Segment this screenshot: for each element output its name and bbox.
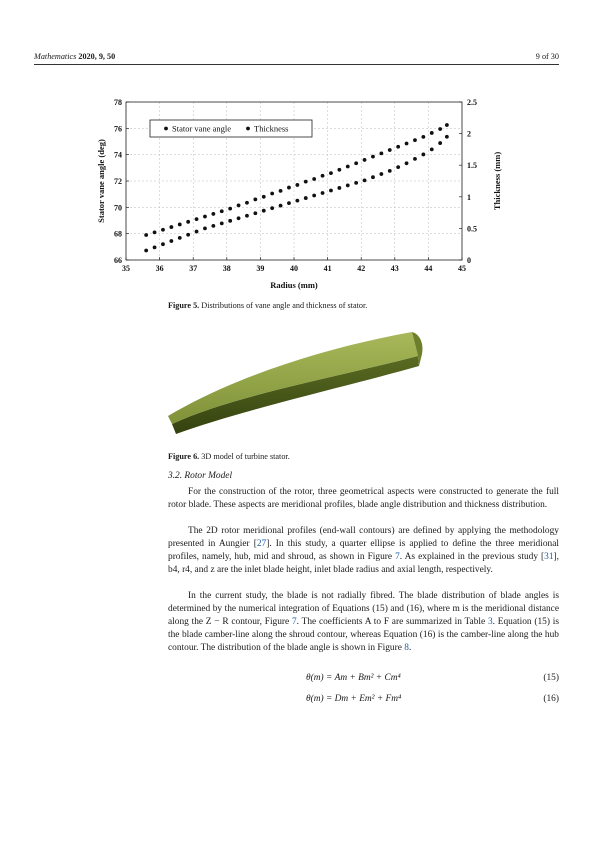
equation-16: θ(m) = Dm + Em² + Fm⁴ [306, 694, 402, 704]
figure-5-caption [168, 301, 367, 310]
legend-marker-thickness [246, 127, 250, 131]
thickness-point [388, 169, 392, 173]
stator-3d-model-image [162, 326, 432, 441]
vane-angle-point [144, 233, 148, 237]
vane-angle-point [228, 207, 232, 211]
y-tick-label: 74 [114, 150, 122, 160]
vane-angle-point [253, 198, 257, 202]
vane-angle-point [237, 203, 241, 207]
x-axis-ticks [122, 257, 466, 273]
thickness-point [161, 242, 165, 246]
paragraph-2-text-a: The 2D rotor meridional profiles (end-wall contours) are defined by applying the methodology presented in Aungier [ [168, 526, 559, 549]
vane-angle-point [178, 223, 182, 227]
vane-angle-point [337, 168, 341, 172]
thickness-point [329, 189, 333, 193]
paragraph-2 [168, 525, 559, 577]
vane-angle-point [329, 171, 333, 175]
legend-label-thickness: Thickness [254, 123, 289, 134]
y-tick-label: 66 [114, 256, 122, 265]
y2-tick-label: 0.5 [467, 224, 477, 234]
thickness-point [178, 236, 182, 240]
x-tick-label: 36 [155, 264, 164, 273]
vane-angle-point [279, 189, 283, 193]
vane-angle-point [405, 142, 409, 146]
thickness-point [421, 153, 425, 157]
y-tick-label: 70 [114, 203, 122, 213]
vane-angle-point [363, 158, 367, 162]
paragraph-3-text-b: . The coefficients A to F are summarized in Table [296, 617, 488, 627]
figure-6-text: 3D model of turbine stator. [201, 452, 290, 461]
vane-angle-point [421, 135, 425, 139]
thickness-point [304, 196, 308, 200]
x-tick-label: 35 [122, 264, 130, 273]
vane-angle-point [195, 217, 199, 221]
legend-label-vane-angle: Stator vane angle [172, 123, 232, 134]
thickness-point [220, 221, 224, 225]
thickness-point [438, 141, 442, 145]
y2-tick-label: 0 [467, 256, 471, 265]
y2-tick-label: 1 [467, 192, 471, 202]
chart-legend [150, 120, 312, 137]
paragraph-2-text-d: ], b4, r4, and z are the inlet blade height, inlet blade radius and axial length, respectively. [168, 552, 560, 575]
equation-16-number: (16) [543, 694, 559, 704]
vane-angle-point [445, 123, 449, 127]
thickness-point [295, 199, 299, 203]
citation-link-27[interactable]: 27 [256, 539, 267, 549]
vane-angle-point [312, 177, 316, 181]
y-tick-label: 68 [114, 229, 122, 239]
legend-marker-vane-angle [164, 127, 168, 131]
figure-5-text: Distributions of vane angle and thickness of stator. [201, 301, 368, 310]
paragraph-3-text-c: . Equation (15) is the blade camber-line along the shroud contour, whereas Equation (16) is the camber-line along the hub contour. The distribution of the blade angle is shown in Figure [168, 617, 559, 653]
thickness-point [430, 148, 434, 152]
x-tick-label: 40 [290, 264, 298, 273]
vane-angle-point [245, 201, 249, 205]
vane-angle-point [438, 127, 442, 131]
vane-angle-point [262, 195, 266, 199]
vane-angle-point [270, 192, 274, 196]
thickness-point [153, 245, 157, 249]
chart-points [144, 123, 449, 252]
running-header-journal [34, 52, 115, 61]
paragraph-1-text: For the construction of the rotor, three geometrical aspects were constructed to generate the full rotor blade. These aspects are meridional profiles, blade angle distribution and thickness distribution. [168, 487, 559, 510]
vane-angle-point [321, 174, 325, 178]
y2-tick-label: 2.5 [467, 98, 477, 107]
y-axis-label: Stator vane angle (deg) [96, 139, 106, 223]
table-3-link[interactable]: 3 [487, 617, 493, 627]
thickness-point [312, 194, 316, 198]
vane-angle-point [388, 148, 392, 152]
figure-5-chart [90, 92, 510, 292]
journal-year-volume: 2020, 9, 50 [78, 52, 116, 61]
vane-angle-point [220, 209, 224, 213]
vane-angle-point [346, 165, 350, 169]
citation-link-31[interactable]: 31 [544, 552, 554, 562]
equation-15-number: (15) [543, 673, 559, 683]
thickness-point [270, 206, 274, 210]
x-tick-label: 39 [256, 264, 265, 273]
thickness-point [169, 239, 173, 243]
paragraph-1 [168, 486, 559, 512]
x-tick-label: 42 [357, 264, 366, 273]
thickness-point [279, 204, 283, 208]
y-tick-label: 78 [114, 98, 122, 107]
x-axis-label: Radius (mm) [270, 280, 318, 290]
vane-angle-point [203, 215, 207, 219]
paragraph-2-text-c: . As explained in the previous study [ [399, 552, 545, 562]
thickness-point [396, 165, 400, 169]
vane-angle-point [153, 230, 157, 234]
thickness-point [237, 216, 241, 220]
equation-15: θ(m) = Am + Bm² + Cm⁴ [306, 673, 401, 683]
thickness-point [144, 249, 148, 253]
thickness-point [321, 191, 325, 195]
vane-angle-point [211, 212, 215, 216]
vane-angle-point [295, 183, 299, 187]
x-tick-label: 41 [323, 264, 332, 273]
vane-angle-point [430, 131, 434, 135]
thickness-point [363, 178, 367, 182]
thickness-point [337, 186, 341, 190]
vane-angle-point [287, 186, 291, 190]
thickness-point [211, 224, 215, 228]
vane-angle-point [169, 225, 173, 229]
paragraph-3-text-a: In the current study, the blade is not radially fibred. The blade distribution of blade angles is determined by the numerical integration of Equations (15) and (16), where m is the meridional distance along the Z − R contour, Figure [168, 591, 559, 627]
y2-tick-label: 1.5 [467, 161, 477, 171]
x-tick-label: 38 [222, 264, 231, 273]
y2-axis-label: Thickness (mm) [492, 151, 502, 211]
thickness-point [262, 209, 266, 213]
vane-angle-point [354, 161, 358, 165]
vane-angle-point [161, 228, 165, 232]
section-heading: 3.2. Rotor Model [168, 471, 233, 481]
figure-6-caption [168, 452, 290, 461]
figure-8-link[interactable]: 8 [404, 643, 409, 653]
thickness-point [413, 157, 417, 161]
vane-angle-point [304, 180, 308, 184]
vane-angle-point [413, 138, 417, 142]
paragraph-3 [168, 590, 559, 655]
x-tick-label: 37 [189, 264, 198, 273]
vane-angle-point [396, 145, 400, 149]
figure-6-label: Figure 6. [168, 452, 200, 461]
x-tick-label: 43 [390, 264, 399, 273]
y-axis-ticks [114, 98, 129, 265]
thickness-point [379, 172, 383, 176]
thickness-point [346, 184, 350, 188]
thickness-point [253, 211, 257, 215]
x-tick-label: 44 [424, 264, 433, 273]
header-rule [34, 64, 559, 65]
thickness-point [186, 233, 190, 237]
thickness-point [203, 227, 207, 231]
paragraph-3-text-d: . [408, 643, 412, 653]
vane-angle-point [379, 151, 383, 155]
page-number: 9 of 30 [535, 52, 559, 61]
vane-angle-point [186, 220, 190, 224]
thickness-point [354, 181, 358, 185]
y2-tick-label: 2 [467, 129, 471, 139]
vane-angle-point [371, 155, 375, 159]
thickness-point [228, 219, 232, 223]
y-tick-label: 76 [114, 124, 122, 134]
thickness-point [245, 214, 249, 218]
x-tick-label: 45 [458, 264, 466, 273]
thickness-point [195, 230, 199, 234]
figure-7-link[interactable]: 7 [395, 552, 400, 562]
thickness-point [371, 175, 375, 179]
figure-7-link-2[interactable]: 7 [291, 617, 297, 627]
thickness-point [445, 135, 449, 139]
thickness-point [405, 161, 409, 165]
paragraph-2-text-b: ]. In this study, a quarter ellipse is applied to define the three meridional profiles, namely, hub, mid and shroud, as shown in Figure [168, 539, 559, 562]
stator-top-face [168, 332, 418, 424]
thickness-point [287, 201, 291, 205]
figure-5-label: Figure 5. [168, 301, 200, 310]
y-tick-label: 72 [114, 177, 122, 186]
journal-name: Mathematics [34, 52, 77, 61]
